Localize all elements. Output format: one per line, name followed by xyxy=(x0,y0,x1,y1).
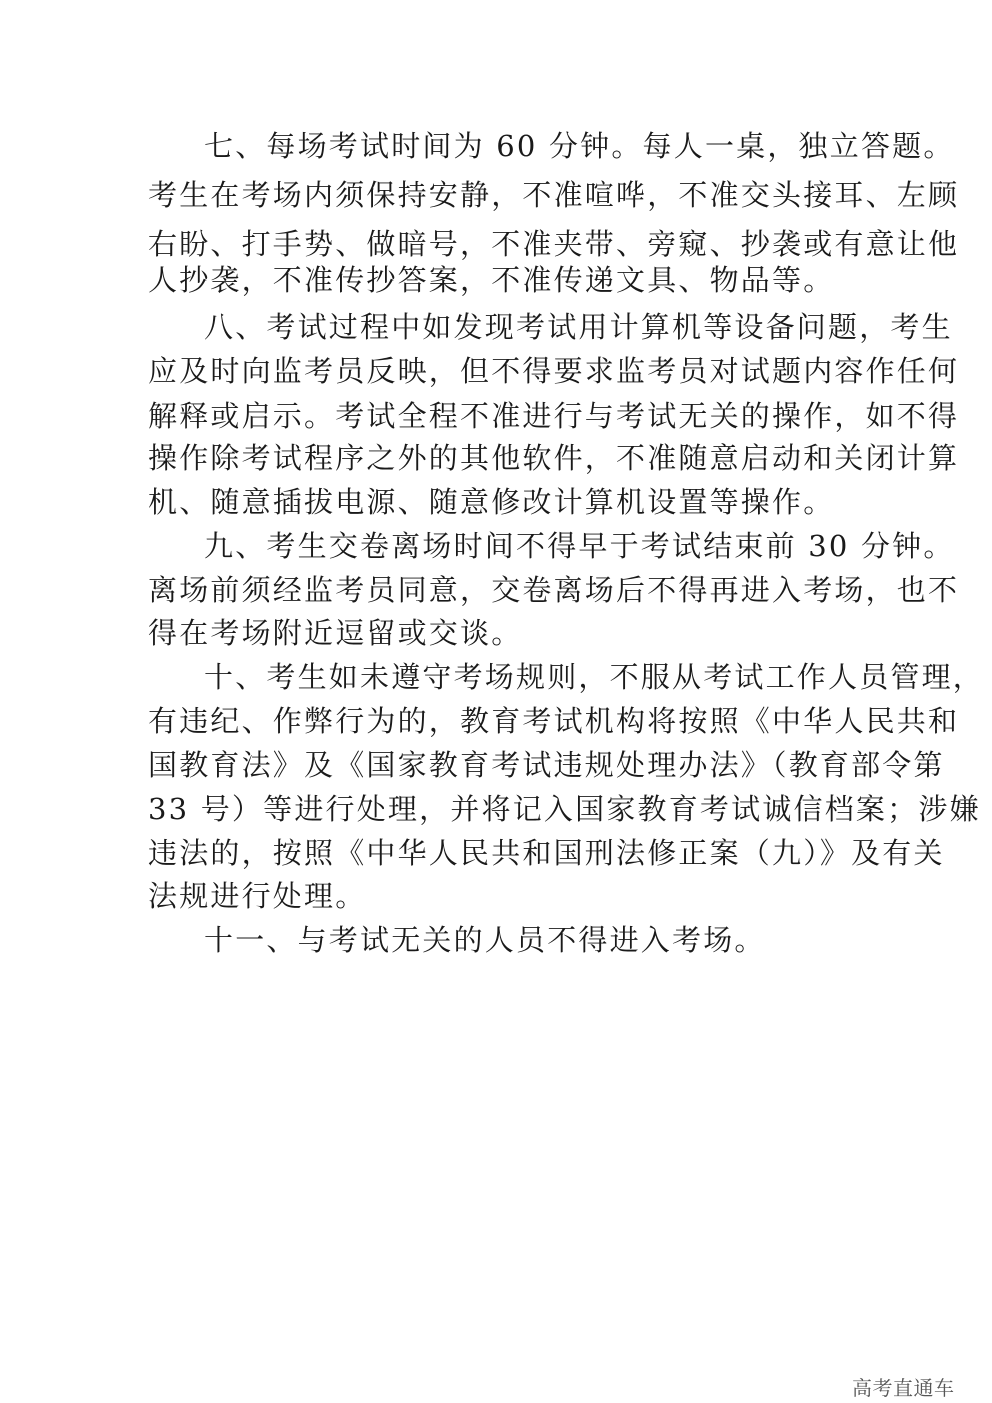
rule-10-line-3: 国教育法》及《国家教育考试违规处理办法》（教育部令第 xyxy=(148,748,945,782)
rule-10-line-5: 违法的，按照《中华人民共和国刑法修正案（九）》及有关 xyxy=(148,836,945,870)
rule-8-line-5: 机、随意插拔电源、随意修改计算机设置等操作。 xyxy=(148,485,835,519)
rule-8-line-1: 八、考试过程中如发现考试用计算机等设备问题，考生 xyxy=(204,310,953,344)
rule-10-line-4: 33 号）等进行处理，并将记入国家教育考试诚信档案；涉嫌 xyxy=(148,792,981,826)
rule-8-line-2: 应及时向监考员反映，但不得要求监考员对试题内容作任何 xyxy=(148,354,960,388)
rule-11-line-1: 十一、与考试无关的人员不得进入考场。 xyxy=(204,923,766,957)
rule-7-line-4: 人抄袭，不准传抄答案，不准传递文具、物品等。 xyxy=(148,263,835,297)
rule-7-line-1: 七、每场考试时间为 60 分钟。每人一桌，独立答题。 xyxy=(204,129,955,163)
rule-10-line-1: 十、考生如未遵守考场规则，不服从考试工作人员管理， xyxy=(204,660,985,694)
rule-8-line-4: 操作除考试程序之外的其他软件，不准随意启动和关闭计算 xyxy=(148,441,960,475)
rule-7-line-2: 考生在考场内须保持安静，不准喧哗，不准交头接耳、左顾 xyxy=(148,178,960,212)
rule-9-line-2: 离场前须经监考员同意，交卷离场后不得再进入考场，也不 xyxy=(148,573,960,607)
rule-10-line-2: 有违纪、作弊行为的，教育考试机构将按照《中华人民共和 xyxy=(148,704,960,738)
watermark-text: 高考直通车 xyxy=(852,1376,955,1400)
rule-9-line-1: 九、考生交卷离场时间不得早于考试结束前 30 分钟。 xyxy=(204,529,955,563)
rule-8-line-3: 解释或启示。考试全程不准进行与考试无关的操作，如不得 xyxy=(148,399,960,433)
rule-9-line-3: 得在考场附近逗留或交谈。 xyxy=(148,616,523,650)
rule-7-line-3: 右盼、打手势、做暗号，不准夹带、旁窥、抄袭或有意让他 xyxy=(148,227,960,261)
rule-10-line-6: 法规进行处理。 xyxy=(148,879,367,913)
